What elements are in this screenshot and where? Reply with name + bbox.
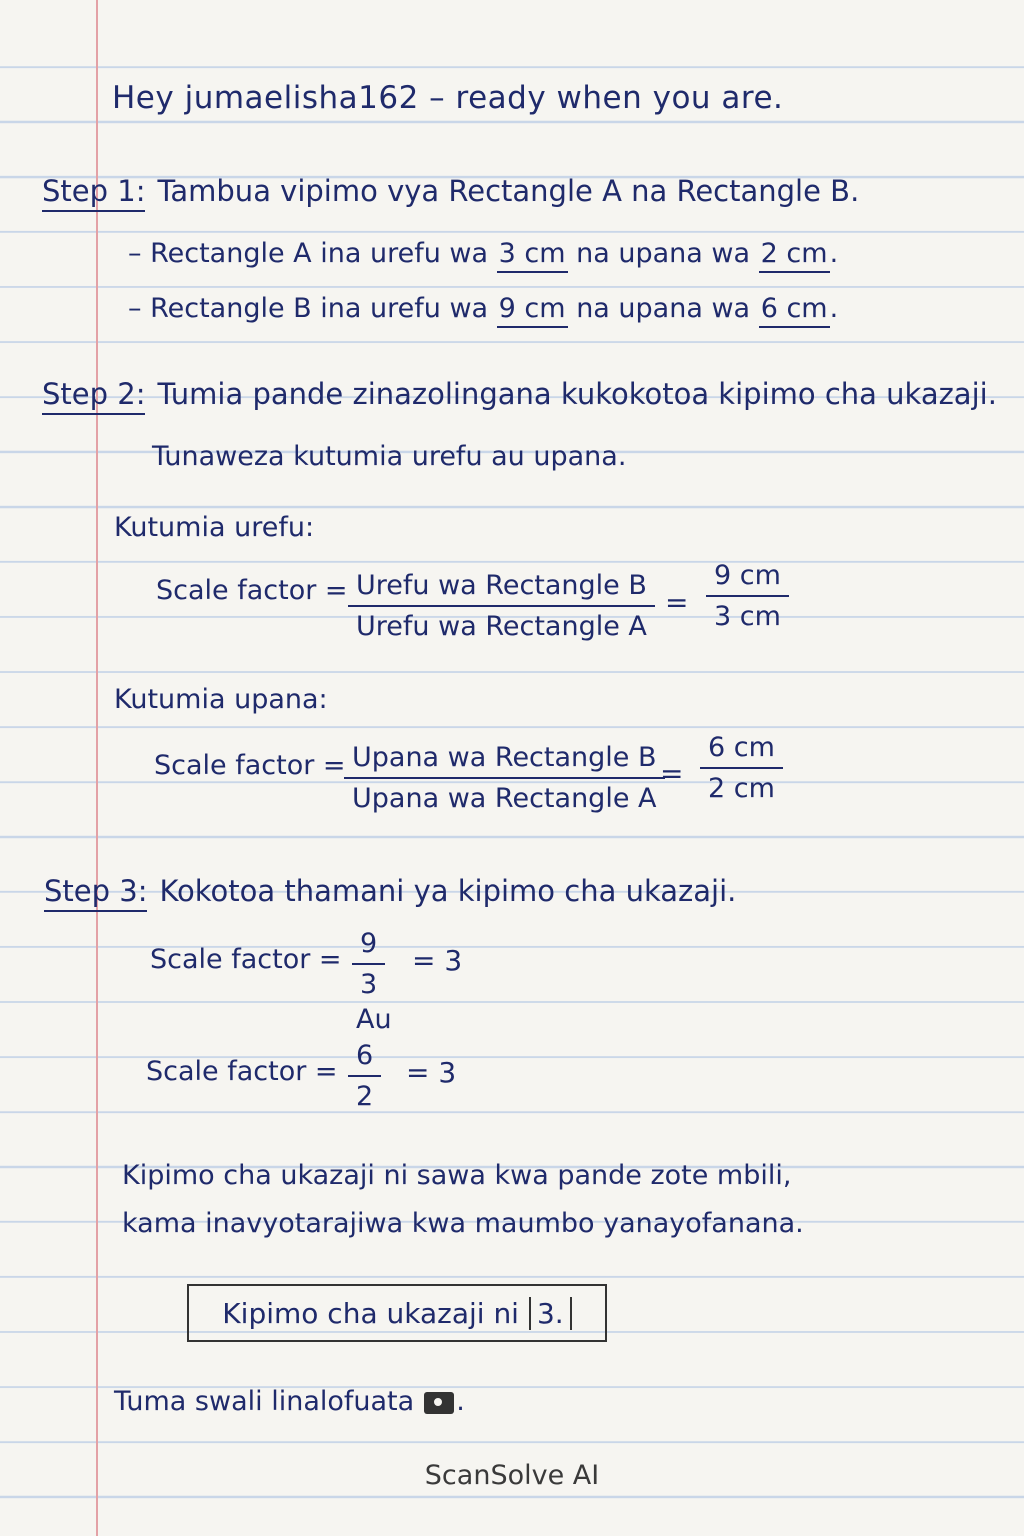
step3-heading: [44, 874, 736, 908]
notebook-margin-line: [96, 0, 98, 1536]
rect-a-width: 2 cm: [759, 238, 830, 273]
width-formula-equals: =: [660, 757, 684, 790]
camera-icon: [424, 1392, 454, 1414]
step2-text: Tumia pande zinazolingana kukokotoa kipimo cha ukazaji.: [157, 377, 997, 411]
greeting: Hey jumaelisha162 – ready when you are.: [112, 80, 784, 116]
step1-label: Step 1:: [42, 174, 145, 212]
final-answer-value: 3.: [529, 1297, 572, 1330]
width-formula-denominator: Upana wa Rectangle A: [352, 783, 657, 814]
conclusion-line2: kama inavyotarajiwa kwa maumbo yanayofanana.: [122, 1208, 804, 1239]
rect-b-length: 9 cm: [497, 293, 568, 328]
step2-label: Step 2:: [42, 377, 145, 415]
length-formula-fraction: [348, 570, 655, 642]
next-question-prompt: [114, 1386, 465, 1417]
width-formula-numerator: Upana wa Rectangle B: [344, 742, 665, 779]
calc2-lhs: Scale factor =: [146, 1056, 338, 1087]
bullet-a-prefix: – Rectangle A ina urefu wa: [128, 238, 489, 269]
conclusion-line1: Kipimo cha ukazaji ni sawa kwa pande zote mbili,: [122, 1160, 792, 1191]
step2-subtext: Tunaweza kutumia urefu au upana.: [152, 441, 627, 472]
length-value-fraction: [706, 560, 789, 632]
width-value-numerator: 6 cm: [700, 732, 783, 769]
calc2-denominator: 2: [356, 1081, 374, 1112]
rect-a-length: 3 cm: [497, 238, 568, 273]
calc1-fraction: [352, 928, 385, 1000]
next-question-text: Tuma swali linalofuata: [114, 1386, 415, 1417]
final-answer-box: [187, 1284, 607, 1342]
bullet-a-mid: na upana wa: [576, 238, 751, 269]
length-heading: Kutumia urefu:: [114, 512, 315, 543]
bullet-b-mid: na upana wa: [576, 293, 751, 324]
width-formula-lhs: Scale factor =: [154, 750, 346, 781]
width-value-denominator: 2 cm: [708, 773, 775, 804]
calc2-fraction: [348, 1040, 381, 1112]
width-value-fraction: [700, 732, 783, 804]
step2-heading: [42, 377, 997, 411]
bullet-a-end: .: [829, 238, 839, 269]
length-formula-lhs: Scale factor =: [156, 575, 348, 606]
calc2-result: = 3: [406, 1056, 457, 1089]
bullet-b-end: .: [829, 293, 839, 324]
brand-footer: ScanSolve AI: [424, 1460, 600, 1491]
calc1-lhs: Scale factor =: [150, 944, 342, 975]
length-formula-denominator: Urefu wa Rectangle A: [356, 611, 647, 642]
rect-b-width: 6 cm: [759, 293, 830, 328]
step3-label: Step 3:: [44, 874, 147, 912]
length-value-denominator: 3 cm: [714, 601, 781, 632]
step1-bullet-b: [128, 293, 838, 324]
length-value-numerator: 9 cm: [706, 560, 789, 597]
step3-text: Kokotoa thamani ya kipimo cha ukazaji.: [159, 874, 737, 908]
next-question-end: .: [456, 1386, 465, 1417]
width-formula-fraction: [344, 742, 665, 814]
bullet-b-prefix: – Rectangle B ina urefu wa: [128, 293, 489, 324]
calc1-numerator: 9: [352, 928, 385, 965]
step1-heading: [42, 174, 859, 208]
or-text: Au: [356, 1004, 392, 1035]
step1-text: Tambua vipimo vya Rectangle A na Rectangle B.: [157, 174, 860, 208]
width-heading: Kutumia upana:: [114, 684, 328, 715]
calc1-result: = 3: [412, 944, 463, 977]
calc2-numerator: 6: [348, 1040, 381, 1077]
length-formula-equals: =: [665, 586, 689, 619]
step1-bullet-a: [128, 238, 838, 269]
calc1-denominator: 3: [360, 969, 378, 1000]
length-formula-numerator: Urefu wa Rectangle B: [348, 570, 655, 607]
final-answer-text: Kipimo cha ukazaji ni: [222, 1296, 519, 1330]
